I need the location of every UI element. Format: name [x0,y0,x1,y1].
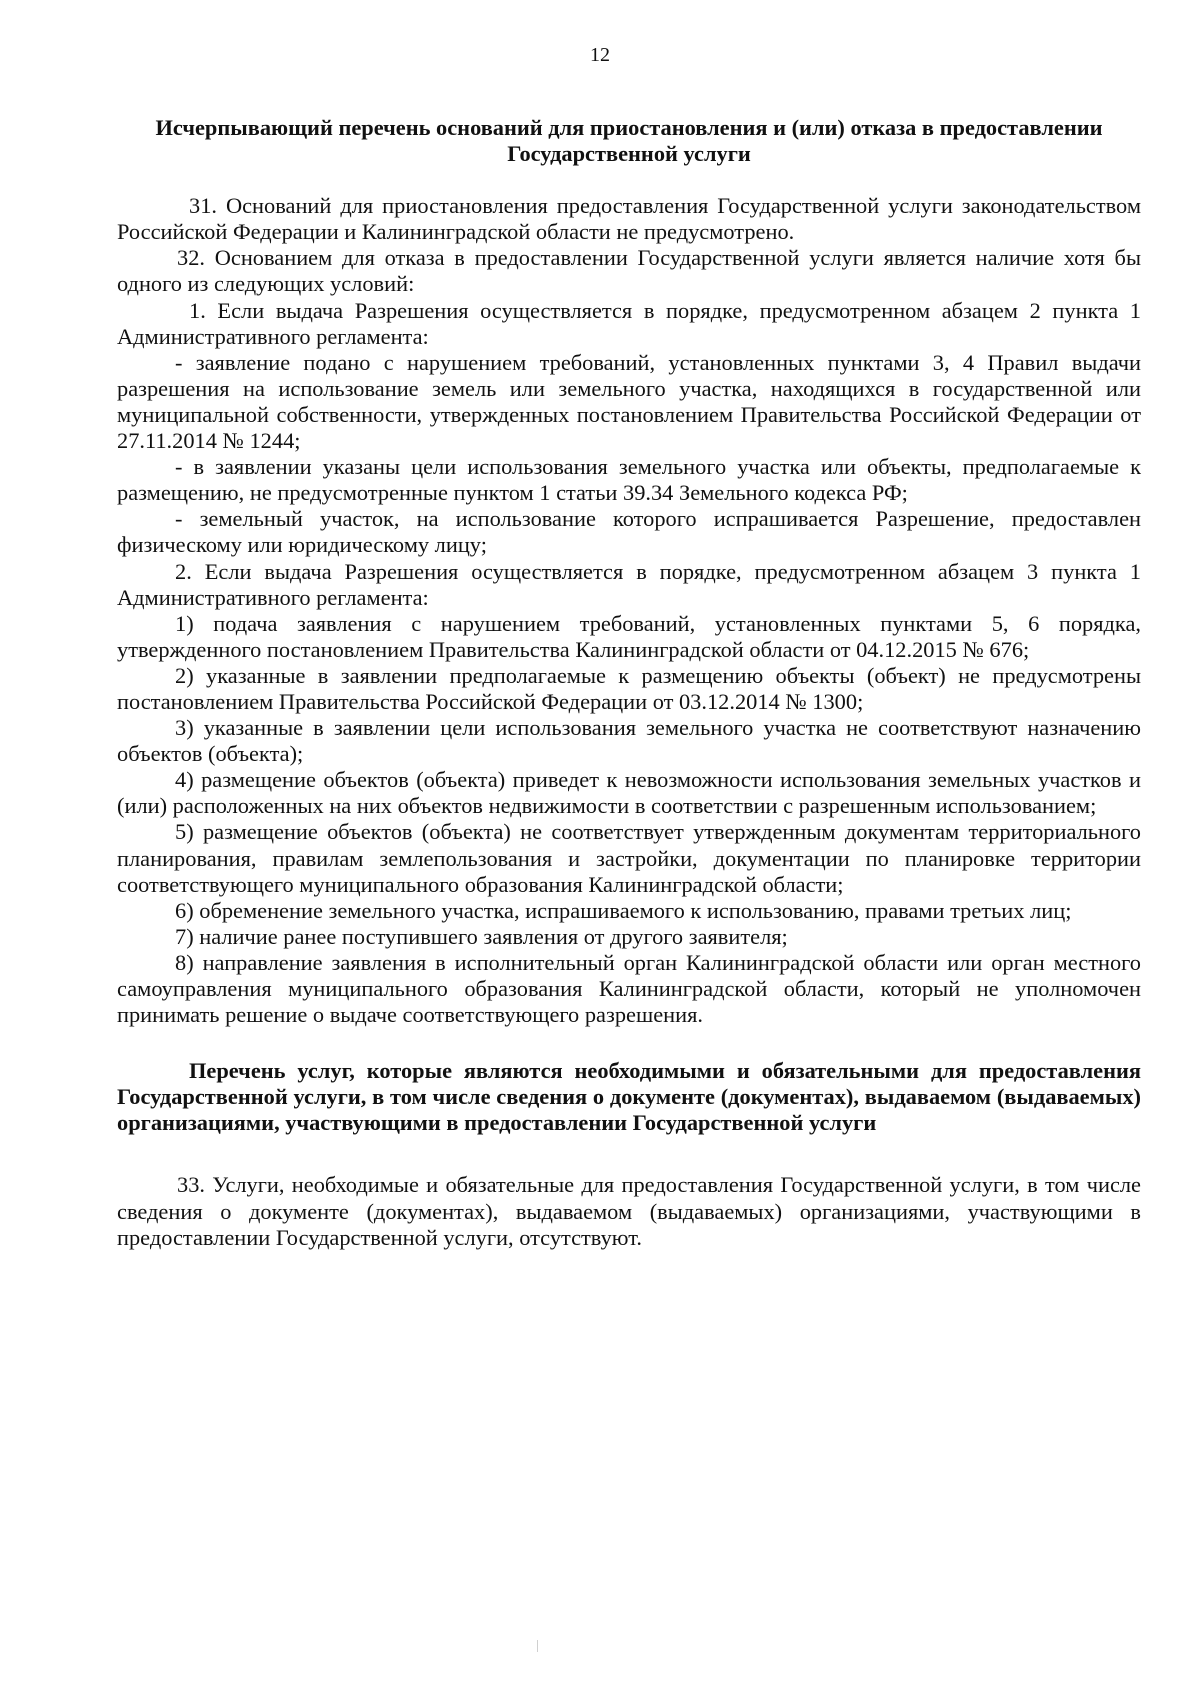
condition-1: 1. Если выдача Разрешения осуществляется в порядке, предусмотренном абзацем 2 пункта 1 Административного регламента: [117,297,1141,349]
condition-1-item-a: - заявление подано с нарушением требований, установленных пунктами 3, 4 Правил выдачи разрешения на использование земель или земельного участка, находящихся в государственной или муниципальной собственности, утвержденных постановлением Правительства Российской Федерации от 27.11.2014 № 1244; [117,349,1141,454]
paragraph-33: 33. Услуги, необходимые и обязательные для предоставления Государственной услуги, в том числе сведения о документе (документах), выдаваемом (выдаваемых) организациями, участвующими в предоставлении Государственной услуги, отсутствуют. [117,1172,1141,1250]
section-heading-required-services: Перечень услуг, которые являются необходимыми и обязательными для предоставления Государственной услуги, в том числе сведения о документе (документах), выдаваемом (выдаваемых) организациями, участвующими в предоставлении Государственной услуги [117,1058,1141,1136]
scan-artifact [537,1640,538,1652]
condition-2-item-5: 5) размещение объектов (объекта) не соответствует утвержденным документам территориального планирования, правилам землепользования и застройки, документации по планировке территории соответствующего муниципального образования Калининградской области; [117,819,1141,897]
condition-1-item-c: - земельный участок, на использование которого испрашивается Разрешение, предоставлен физическому или юридическому лицу; [117,506,1141,558]
condition-2-item-2: 2) указанные в заявлении предполагаемые к размещению объекты (объект) не предусмотрены постановлением Правительства Российской Федерации от 03.12.2014 № 1300; [117,662,1141,714]
condition-2-item-4: 4) размещение объектов (объекта) приведет к невозможности использования земельных участков и (или) расположенных на них объектов недвижимости в соответствии с разрешенным использованием; [117,767,1141,819]
page-number: 12 [590,44,610,66]
condition-1-item-b: - в заявлении указаны цели использования земельного участка или объекты, предполагаемые к размещению, не предусмотренные пунктом 1 статьи 39.34 Земельного кодекса РФ; [117,454,1141,506]
condition-2-item-1: 1) подача заявления с нарушением требований, установленных пунктами 5, 6 порядка, утвержденного постановлением Правительства Калининградской области от 04.12.2015 № 676; [117,610,1141,662]
paragraph-31: 31. Оснований для приостановления предоставления Государственной услуги законодательством Российской Федерации и Калининградской области не предусмотрено. [117,193,1141,245]
paragraph-32: 32. Основанием для отказа в предоставлении Государственной услуги является наличие хотя бы одного из следующих условий: [117,245,1141,297]
condition-2-item-6: 6) обременение земельного участка, испрашиваемого к использованию, правами третьих лиц; [175,897,1072,923]
condition-2-item-8: 8) направление заявления в исполнительный орган Калининградской области или орган местного самоуправления муниципального образования Калининградской области, который не уполномочен принимать решение о выдаче соответствующего разрешения. [117,949,1141,1028]
condition-2-item-3: 3) указанные в заявлении цели использования земельного участка не соответствуют назначению объектов (объекта); [117,715,1141,767]
section-heading-grounds-for-refusal: Исчерпывающий перечень оснований для приостановления и (или) отказа в предоставлении Государственной услуги [155,115,1103,167]
document-body [117,115,1141,1251]
condition-2-item-7: 7) наличие ранее поступившего заявления от другого заявителя; [175,923,788,949]
condition-2: 2. Если выдача Разрешения осуществляется в порядке, предусмотренном абзацем 3 пункта 1 Административного регламента: [117,558,1141,610]
